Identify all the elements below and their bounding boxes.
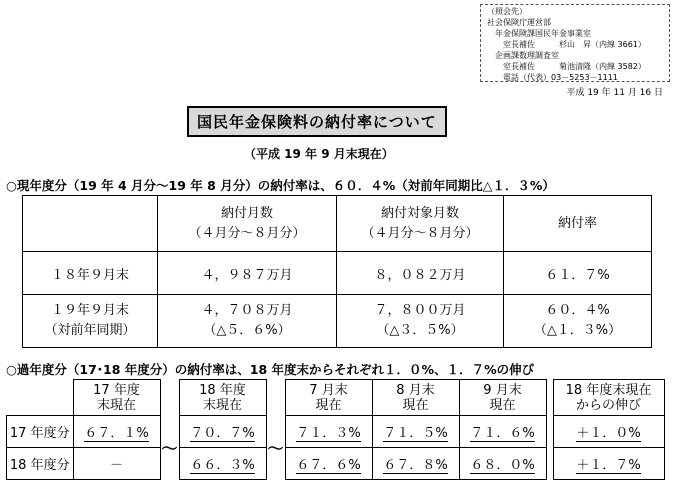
header-cell: 18 年度末現在 からの伸び [553, 380, 664, 416]
table-cell: ７１．５% [372, 416, 459, 448]
header-cell: 17 年度 末現在 [73, 380, 160, 416]
header-cell: 7 月末 現在 [285, 380, 372, 416]
contact-line: 年金保険課国民年金事業室 [487, 29, 591, 38]
row-label: １９年９月末 （対前年同期） [23, 295, 158, 348]
table-row [23, 252, 652, 295]
section-heading-current: ○現年度分（19 年 4 月分～19 年 8 月分）の納付率は、６０．４%（対前年同期比△１．３%） [6, 178, 555, 193]
table-cell: ７１．６% [459, 416, 546, 448]
table-corner-cell [7, 380, 74, 416]
table-cell: ６７．１% [73, 416, 160, 448]
contact-line: 社会保険庁運営部 [487, 18, 551, 27]
table-row [7, 448, 665, 480]
table-row [23, 295, 652, 348]
table-cell: ＋１．０% [553, 416, 664, 448]
table-cell: ６７．６% [285, 448, 372, 480]
past-year-table [6, 379, 665, 480]
contact-box [480, 4, 670, 82]
section-heading-past: ○過年度分（17･18 年度分）の納付率は、18 年度末からそれぞれ１．０%、１．７%の伸び [6, 362, 535, 377]
contact-line: 室長補佐 杉山 昇（内線 3661） [487, 40, 646, 49]
issue-date: 平成 19 年 11 月 16 日 [566, 88, 663, 98]
table-cell: ６７．８% [372, 448, 459, 480]
contact-line: （照会先） [487, 7, 527, 16]
header-cell: 8 月末 現在 [372, 380, 459, 416]
contact-line: 企画課数理調査室 [487, 51, 559, 60]
header-cell: 18 年度 末現在 [179, 380, 266, 416]
table-cell: ４，９８７万月 [158, 252, 337, 295]
table-cell: ７０．７% [179, 416, 266, 448]
current-year-table [22, 195, 652, 348]
page-title: 国民年金保険料の納付率について [187, 106, 447, 137]
row-label: 17 年度分 [7, 416, 74, 448]
header-cell: 納付月数 （４月分～８月分） [158, 196, 337, 252]
header-cell: 9 月末 現在 [459, 380, 546, 416]
table-cell: ４，７０８万月 （△５．６%） [158, 295, 337, 348]
table-cell: － [73, 448, 160, 480]
table-cell: ７１．３% [285, 416, 372, 448]
table-cell: ６０．４% （△１．３%） [504, 295, 652, 348]
table-row [7, 416, 665, 448]
page-subtitle: （平成 19 年 9 月末現在） [244, 147, 394, 161]
table-cell: ６６．３% [179, 448, 266, 480]
row-label: 18 年度分 [7, 448, 74, 480]
contact-line: 電話（代表）03－5253－1111 [487, 73, 618, 82]
table-cell: ６１．７% [504, 252, 652, 295]
contact-line: 室長補佐 菊池清隆（内線 3582） [487, 62, 646, 71]
row-label: １８年９月末 [23, 252, 158, 295]
header-cell: 納付対象月数 （４月分～８月分） [337, 196, 504, 252]
table-cell: ８，０８２万月 [337, 252, 504, 295]
tilde-separator: ～ [161, 439, 178, 458]
tilde-separator: ～ [267, 439, 284, 458]
table-cell: ７，８００万月 （△３．５%） [337, 295, 504, 348]
table-cell: ＋１．７% [553, 448, 664, 480]
header-cell: 納付率 [504, 196, 652, 252]
table-cell: ６８．０% [459, 448, 546, 480]
table-corner-cell [23, 196, 158, 252]
